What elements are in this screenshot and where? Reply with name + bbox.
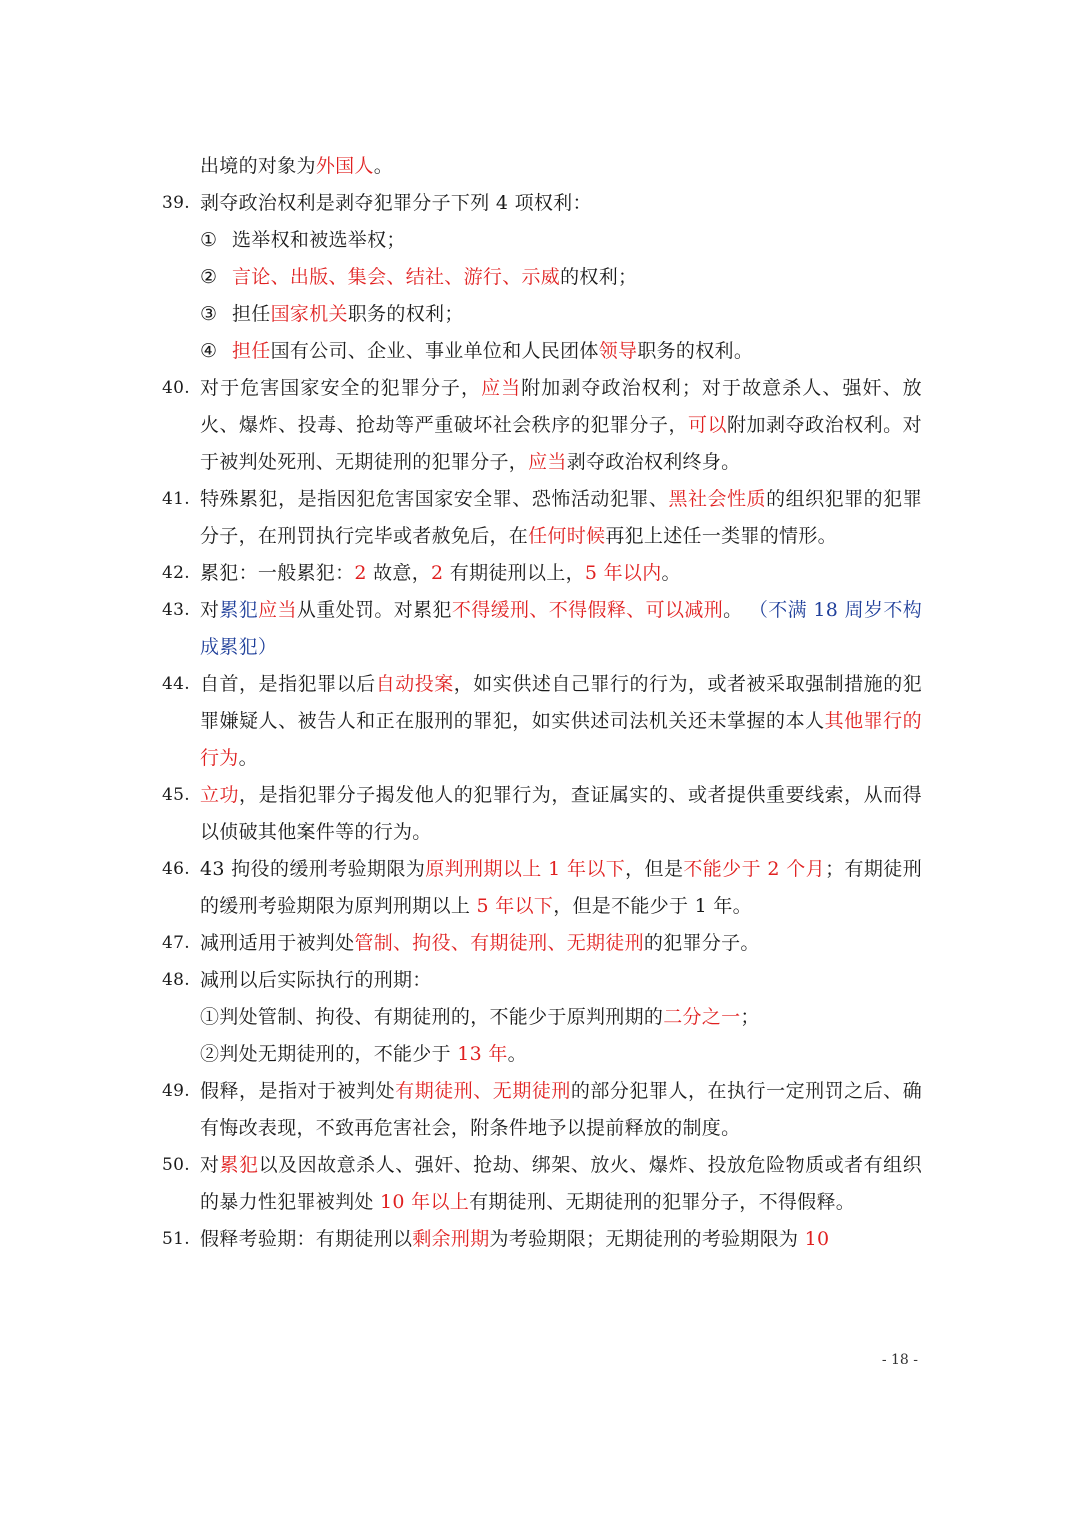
body-text: 累犯：一般累犯： bbox=[200, 562, 355, 584]
item-number: 44. bbox=[162, 674, 190, 694]
highlight-text: （不满 18 周岁不构成累犯） bbox=[200, 599, 923, 658]
highlight-text: 10 bbox=[804, 1228, 830, 1250]
item-body bbox=[200, 777, 922, 851]
highlight-text: 有期徒刑、无期徒刑 bbox=[395, 1080, 571, 1102]
body-text: ，但是不能少于 1 年。 bbox=[553, 895, 752, 917]
list-item bbox=[162, 555, 922, 592]
item-number: 50. bbox=[162, 1155, 190, 1175]
highlight-text: 应当 bbox=[481, 377, 522, 399]
body-text: 以及因故意杀人、强奸、抢劫、绑架、放火、爆炸、投放危险物质或者有组织的暴力性犯罪被判处 bbox=[200, 1154, 922, 1213]
highlight-text: 13 年 bbox=[457, 1043, 508, 1065]
body-text: 假释，是指对于被判处 bbox=[200, 1080, 396, 1102]
body-text: 。 bbox=[238, 747, 258, 769]
highlight-text: 二分之一 bbox=[663, 1006, 741, 1028]
list-item bbox=[162, 1221, 922, 1258]
list-item bbox=[162, 1147, 922, 1221]
body-text: 为考验期限；无期徒刑的考验期限为 bbox=[489, 1228, 805, 1250]
item-number: 47. bbox=[162, 933, 190, 953]
body-text: 特殊累犯，是指因犯危害国家安全罪、恐怖活动犯罪、 bbox=[200, 488, 669, 510]
item-body bbox=[200, 370, 922, 481]
highlight-text: 领导 bbox=[598, 340, 638, 362]
highlight-text: 黑社会性质 bbox=[668, 488, 767, 510]
body-text: 对于危害国家安全的犯罪分子， bbox=[200, 377, 482, 399]
body-text: 从重处罚。对累犯 bbox=[296, 599, 452, 621]
body-text: ②判处无期徒刑的，不能少于 bbox=[200, 1043, 458, 1065]
body-text: 职务的权利； bbox=[347, 303, 464, 325]
body-text: 。 bbox=[661, 562, 681, 584]
body-text: 剥夺政治权利终身。 bbox=[566, 451, 741, 473]
list-subitem bbox=[200, 999, 922, 1036]
list-item bbox=[162, 370, 922, 481]
body-text: 的部分犯罪人，在执行一定刑罚之后、确有悔改表现，不致再危害社会，附条件地予以提前释放的制度。 bbox=[200, 1080, 922, 1139]
highlight-text: 2 bbox=[354, 562, 367, 584]
body-text: 对 bbox=[200, 1154, 220, 1176]
list-item bbox=[162, 592, 922, 666]
body-text: 对 bbox=[200, 599, 220, 621]
body-text: 的犯罪分子。 bbox=[643, 932, 760, 954]
body-text: 剥夺政治权利是剥夺犯罪分子下列 4 项权利： bbox=[200, 192, 592, 214]
body-text: 担任 bbox=[232, 303, 271, 325]
list-subitem bbox=[200, 296, 922, 333]
body-text: 自首，是指犯罪以后 bbox=[200, 673, 376, 695]
highlight-text: 应当 bbox=[258, 599, 297, 621]
highlight-text: 任何时候 bbox=[528, 525, 606, 547]
body-text: ；有期徒刑的缓刑考验期限为原判刑期以上 bbox=[200, 858, 922, 917]
item-number: 42. bbox=[162, 563, 190, 583]
item-body bbox=[200, 555, 922, 592]
highlight-text: 累犯 bbox=[219, 599, 259, 621]
list-item bbox=[162, 148, 922, 185]
highlight-text: 10 年以上 bbox=[380, 1191, 470, 1213]
item-number: 51. bbox=[162, 1229, 190, 1249]
body-text: 国有公司、企业、事业单位和人民团体 bbox=[270, 340, 599, 362]
item-body bbox=[200, 1221, 922, 1258]
list-item bbox=[162, 666, 922, 777]
highlight-text: 5 年以内 bbox=[584, 562, 662, 584]
item-body bbox=[200, 592, 922, 666]
item-body bbox=[200, 185, 922, 222]
text-block bbox=[162, 148, 922, 1258]
body-text: 附加剥夺政治权利。对于被判处死刑、无期徒刑的犯罪分子， bbox=[200, 414, 922, 473]
list-subitem bbox=[200, 259, 922, 296]
list-item bbox=[162, 1073, 922, 1147]
body-text: 的权利； bbox=[560, 266, 638, 288]
list-item bbox=[162, 185, 922, 222]
body-text: 减刑适用于被判处 bbox=[200, 932, 355, 954]
item-body bbox=[200, 148, 922, 185]
highlight-text: 其他罪行的行为 bbox=[200, 710, 922, 769]
list-item bbox=[162, 925, 922, 962]
item-body bbox=[200, 481, 922, 555]
highlight-text: 5 年以下 bbox=[476, 895, 554, 917]
body-text: 假释考验期：有期徒刑以 bbox=[200, 1228, 413, 1250]
body-text: 职务的权利。 bbox=[637, 340, 754, 362]
highlight-text: 管制、拘役、有期徒刑、无期徒刑 bbox=[354, 932, 644, 954]
body-text: ，但是 bbox=[625, 858, 684, 880]
body-text: 。 bbox=[723, 599, 749, 621]
subitem-marker: ① bbox=[200, 229, 218, 251]
highlight-text: 担任 bbox=[232, 340, 271, 362]
body-text: 选举权和被选举权； bbox=[232, 229, 406, 251]
body-text: 故意， bbox=[366, 562, 432, 584]
highlight-text: 不得缓刑、不得假释、可以减刑 bbox=[451, 599, 724, 621]
list-subitem bbox=[200, 333, 922, 370]
body-text: 。 bbox=[507, 1043, 527, 1065]
body-text: 有期徒刑以上， bbox=[443, 562, 585, 584]
page-number: - 18 - bbox=[881, 1352, 918, 1368]
body-text: 43 拘役的缓刑考验期限为 bbox=[200, 858, 426, 880]
body-text: ①判处管制、拘役、有期徒刑的，不能少于原判刑期的 bbox=[200, 1006, 664, 1028]
item-body bbox=[200, 1147, 922, 1221]
item-number: 49. bbox=[162, 1081, 190, 1101]
list-item bbox=[162, 851, 922, 925]
highlight-text: 2 bbox=[431, 562, 444, 584]
body-text: ，如实供述自己罪行的行为，或者被采取强制措施的犯罪嫌疑人、被告人和正在服刑的罪犯，如实供述司法机关还未掌握的本人 bbox=[200, 673, 923, 732]
list-item bbox=[162, 481, 922, 555]
body-text: 的组织犯罪的犯罪分子，在刑罚执行完毕或者赦免后，在 bbox=[200, 488, 922, 547]
item-body bbox=[200, 1073, 922, 1147]
highlight-text: 言论、出版、集会、结社、游行、示威 bbox=[232, 266, 561, 288]
body-text: 减刑以后实际执行的刑期： bbox=[200, 969, 432, 991]
item-number: 46. bbox=[162, 859, 190, 879]
highlight-text: 自动投案 bbox=[375, 673, 454, 695]
highlight-text: 累犯 bbox=[219, 1154, 259, 1176]
body-text: ，是指犯罪分子揭发他人的犯罪行为，查证属实的、或者提供重要线索，从而得以侦破其他案件等的行为。 bbox=[200, 784, 922, 843]
list-item bbox=[162, 777, 922, 851]
highlight-text: 可以 bbox=[687, 414, 728, 436]
item-number: 48. bbox=[162, 970, 190, 990]
subitem-marker: ③ bbox=[200, 303, 218, 325]
subitem-marker: ② bbox=[200, 266, 218, 288]
highlight-text: 应当 bbox=[528, 451, 567, 473]
highlight-text: 剩余刑期 bbox=[412, 1228, 490, 1250]
body-text: 。 bbox=[373, 155, 394, 177]
item-number: 39. bbox=[162, 193, 190, 213]
body-text: ； bbox=[740, 1006, 760, 1028]
item-number: 40. bbox=[162, 378, 190, 398]
item-body bbox=[200, 925, 922, 962]
body-text: 有期徒刑、无期徒刑的犯罪分子，不得假释。 bbox=[469, 1191, 856, 1213]
subitem-marker: ④ bbox=[200, 340, 218, 362]
item-body bbox=[200, 666, 922, 777]
item-number: 45. bbox=[162, 785, 190, 805]
item-body bbox=[200, 851, 922, 925]
item-body bbox=[200, 962, 922, 999]
body-text: 出境的对象为 bbox=[200, 155, 316, 177]
highlight-text: 外国人 bbox=[315, 155, 374, 177]
highlight-text: 不能少于 2 个月 bbox=[683, 858, 826, 880]
highlight-text: 国家机关 bbox=[270, 303, 348, 325]
list-subitem bbox=[200, 222, 922, 259]
item-number: 41. bbox=[162, 489, 190, 509]
body-text: 再犯上述任一类罪的情形。 bbox=[605, 525, 837, 547]
item-number: 43. bbox=[162, 600, 190, 620]
list-subitem bbox=[200, 1036, 922, 1073]
highlight-text: 原判刑期以上 1 年以下 bbox=[425, 858, 626, 880]
list-item bbox=[162, 962, 922, 999]
highlight-text: 立功 bbox=[200, 784, 240, 806]
body-text: 附加剥夺政治权利；对于故意杀人、强奸、放火、爆炸、投毒、抢劫等严重破坏社会秩序的犯罪分子， bbox=[200, 377, 922, 436]
